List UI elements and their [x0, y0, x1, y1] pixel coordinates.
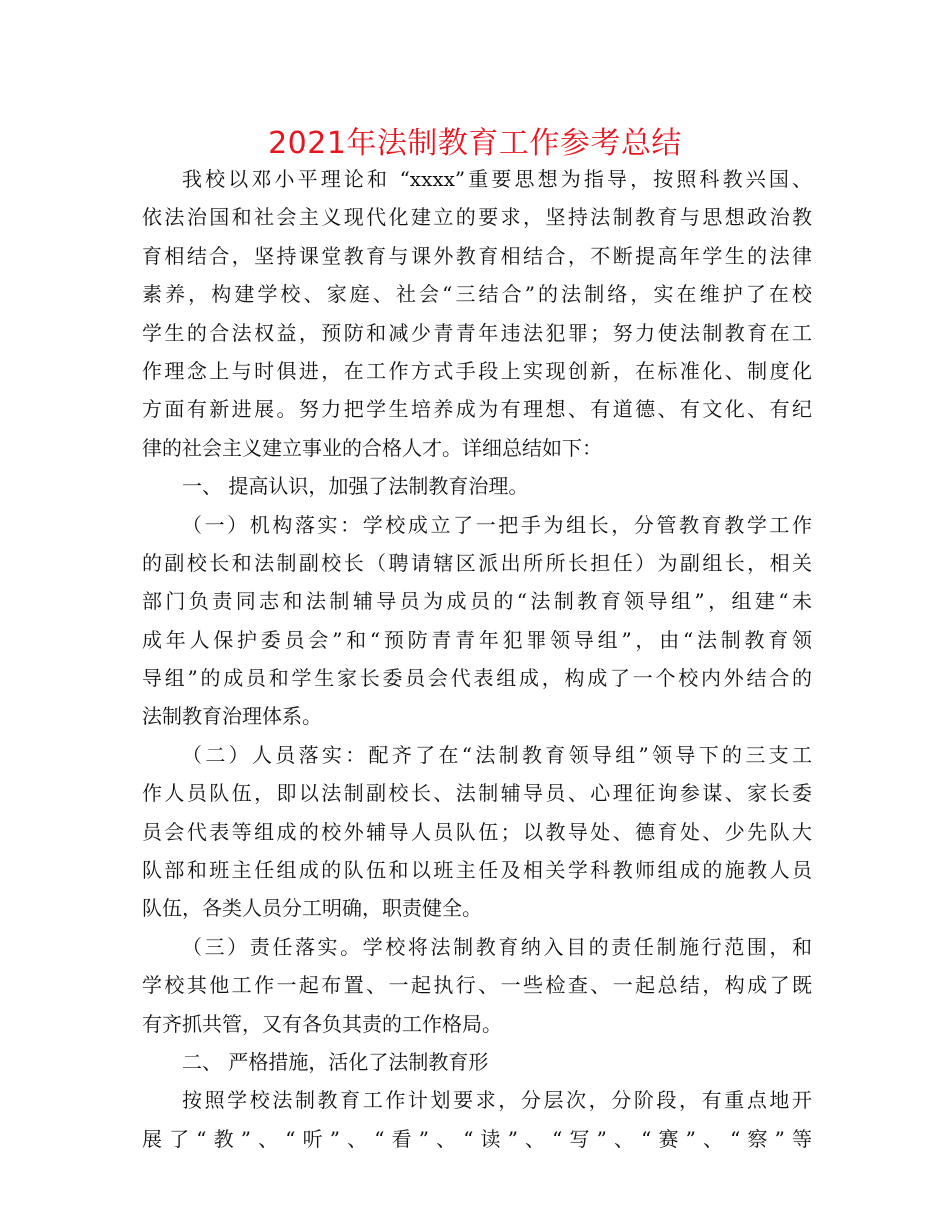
paragraph-line: 素养，构建学校、家庭、社会“三结合”的法制络，实在维护了在校	[142, 282, 812, 307]
paragraph-line: 学生的合法权益，预防和减少青青年违法犯罪；努力使法制教育在工	[142, 320, 812, 345]
paragraph-line: （二）人员落实：配齐了在“法制教育领导组”领导下的三支工	[182, 742, 812, 767]
paragraph-line: 作人员队伍，即以法制副校长、法制辅导员、心理征询参谋、家长委	[142, 781, 812, 806]
document-body	[142, 160, 812, 1158]
section-heading: 一、 提高认识，加强了法制教育治理。	[182, 474, 529, 499]
paragraph-line: 部门负责同志和法制辅导员为成员的“法制教育领导组”，组建“未	[142, 589, 812, 614]
paragraph-line: 按照学校法制教育工作计划要求，分层次，分阶段，有重点地开	[182, 1088, 812, 1113]
paragraph-line: 律的社会主义建立事业的合格人才。详细总结如下：	[142, 435, 602, 460]
paragraph-line: 员会代表等组成的校外辅导人员队伍；以教导处、德育处、少先队大	[142, 819, 812, 844]
paragraph-line: 作理念上与时俱进，在工作方式手段上实现创新，在标准化、制度化	[142, 358, 812, 383]
paragraph-line: 队部和班主任组成的队伍和以班主任及相关学科教师组成的施教人员	[142, 858, 812, 883]
paragraph-line: 依法治国和社会主义现代化建立的要求，坚持法制教育与思想政治教	[142, 205, 812, 230]
paragraph-line: （三）责任落实。学校将法制教育纳入目的责任制施行范围，和	[182, 934, 812, 959]
paragraph-line: 法制教育治理体系。	[142, 704, 322, 729]
paragraph-line: 学校其他工作一起布置、一起执行、一些检查、一起总结，构成了既	[142, 973, 812, 998]
paragraph-line: 队伍，各类人员分工明确，职责健全。	[142, 896, 482, 921]
section-heading: 二、 严格措施，活化了法制教育形	[182, 1049, 489, 1074]
paragraph-line: 展了“教”、“听”、“看”、“读”、“写”、“赛”、“察”等	[142, 1126, 812, 1151]
paragraph-line: 导组”的成员和学生家长委员会代表组成，构成了一个校内外结合的	[142, 666, 812, 691]
paragraph-line: 的副校长和法制副校长（聘请辖区派出所所长担任）为副组长，相关	[142, 550, 812, 575]
paragraph-line: （一）机构落实：学校成立了一把手为组长，分管教育教学工作	[182, 512, 812, 537]
paragraph-line: 育相结合，坚持课堂教育与课外教育相结合，不断提高年学生的法律	[142, 243, 812, 268]
document-title: 2021年法制教育工作参考总结	[268, 126, 682, 161]
paragraph-line: 成年人保护委员会”和“预防青青年犯罪领导组”，由“法制教育领	[142, 627, 812, 652]
paragraph-line: 我校以邓小平理论和 “xxxx”重要思想为指导，按照科教兴国、	[182, 167, 812, 191]
paragraph-line: 有齐抓共管，又有各负其责的工作格局。	[142, 1011, 502, 1036]
paragraph-line: 方面有新进展。努力把学生培养成为有理想、有道德、有文化、有纪	[142, 397, 812, 422]
